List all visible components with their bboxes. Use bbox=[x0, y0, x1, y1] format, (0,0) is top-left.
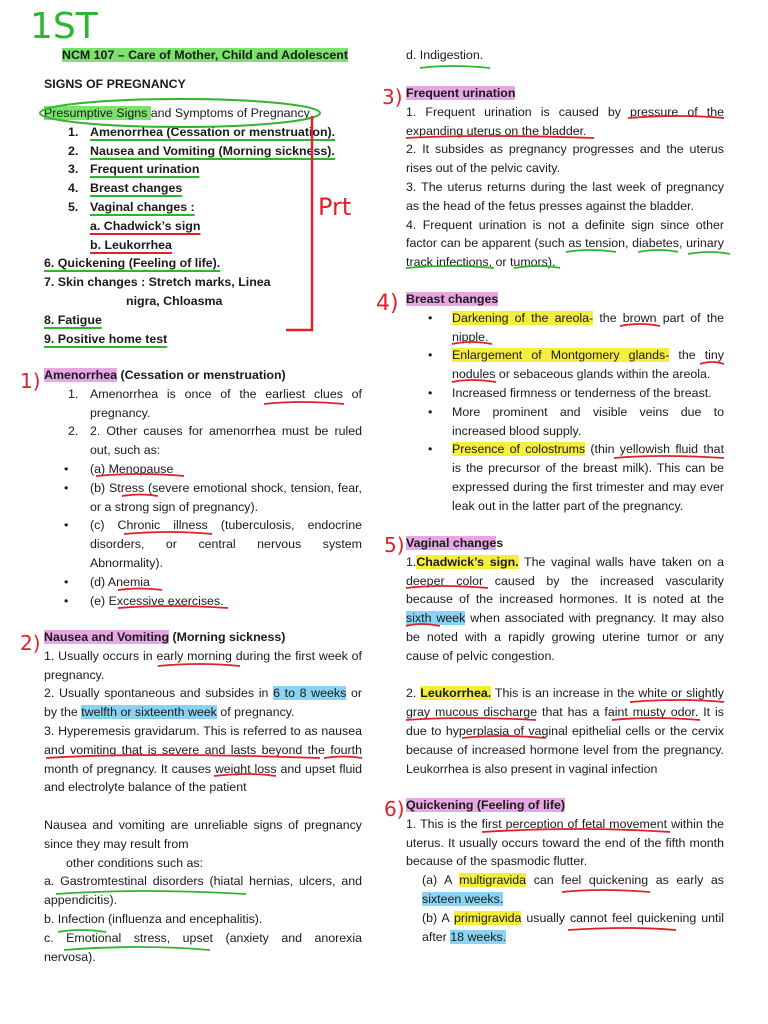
breast-change-item: • Enlargement of Montgomery glands- the tiny nodules or sebaceous glands within the areola. bbox=[406, 346, 724, 384]
amenorrhea-cause: • (d) Anemia bbox=[44, 573, 362, 592]
margin-note-1: 1) bbox=[20, 369, 41, 393]
frequent-urination-section bbox=[406, 84, 724, 272]
nausea-unreliable bbox=[44, 816, 362, 966]
vaginal-changes-section bbox=[406, 534, 724, 778]
course-title: NCM 107 – Care of Mother, Child and Adolescent bbox=[62, 48, 348, 62]
vc-point-1: 1.Chadwick’s sign. The vaginal walls have taken on a deeper color caused by the increased vascularity because of the increased hormones. It is noted at the sixth week when associated with pregnancy. It may also be noted with a rapidly growing uterine tumor or any cause of pelvic congestion. bbox=[406, 554, 724, 663]
margin-note-6: 6) bbox=[384, 797, 405, 821]
breast-change-item: • More prominent and visible veins due to increased blood supply. bbox=[406, 403, 724, 441]
presumptive-signs-label: Presumptive Signs bbox=[44, 106, 151, 120]
other-condition-b: b. Infection (influenza and encephalitis). bbox=[44, 911, 263, 926]
list-item: 7. Skin changes : Stretch marks, Linea bbox=[44, 275, 271, 290]
margin-note-1st: 1ST bbox=[30, 6, 98, 47]
list-item: 3. Frequent urination bbox=[68, 162, 200, 177]
section-title-block bbox=[44, 75, 362, 94]
other-condition-c: c. Emotional stress, upset (anxiety and anorexia nervosa). bbox=[44, 930, 362, 964]
unreliable-text-cont: other conditions such as: bbox=[66, 855, 204, 870]
fu-point-3: 3. The uterus returns during the last week of pregnancy as the head of the fetus presses against the bladder. bbox=[406, 179, 724, 213]
margin-note-2: 2) bbox=[20, 631, 41, 655]
amenorrhea-point-1: 1. Amenorrhea is once of the earliest clues of pregnancy. bbox=[68, 386, 362, 420]
list-item: 4. Breast changes bbox=[68, 181, 183, 196]
list-subitem: b. Leukorrhea bbox=[90, 237, 172, 252]
breast-change-item: • Darkening of the areola- the brown part of the nipple. bbox=[406, 309, 724, 347]
margin-note-prt: Prt bbox=[318, 193, 352, 221]
breast-change-item: • Presence of colostrums (thin yellowish fluid that is the precursor of the breast milk). This can be expressed during the first trimester and may ever leak out in the latter part of the pregnancy. bbox=[406, 440, 724, 515]
margin-note-3: 3) bbox=[382, 85, 403, 109]
amenorrhea-cause: • (e) Excessive exercises. bbox=[44, 592, 362, 611]
amenorrhea-cause: • (c) Chronic illness (tuberculosis, endocrine disorders, or central nervous system Abnormality). bbox=[44, 516, 362, 572]
quickening-section bbox=[406, 796, 724, 946]
quickening-multigravida: (a) A multigravida can feel quickening as early as sixteen weeks. bbox=[422, 873, 724, 906]
list-subitem: a. Chadwick’s sign bbox=[90, 218, 201, 233]
amenorrhea-cause: • (b) Stress (severe emotional shock, tension, fear, or a strong sign of pregnancy). bbox=[44, 479, 362, 517]
breast-changes-section bbox=[406, 290, 724, 516]
amenorrhea-heading: Amenorrhea (Cessation or menstruation) bbox=[44, 368, 286, 382]
other-condition-a: a. Gastromtestinal disorders (hiatal hernias, ulcers, and appendicitis). bbox=[44, 874, 362, 908]
margin-note-5: 5) bbox=[384, 533, 405, 557]
unreliable-text: Nausea and vomiting are unreliable signs of pregnancy since they may result from bbox=[44, 818, 362, 851]
list-item: 9. Positive home test bbox=[44, 331, 168, 346]
list-item-continuation: nigra, Chloasma bbox=[126, 293, 223, 308]
indigestion-block bbox=[406, 46, 724, 65]
fu-point-1: 1. Frequent urination is caused by pressure of the expanding uterus on the bladder. bbox=[406, 104, 724, 138]
list-item: 5. Vaginal changes : bbox=[68, 199, 195, 214]
presumptive-heading bbox=[44, 104, 362, 123]
nausea-point-1: 1. Usually occurs in early morning during the first week of pregnancy. bbox=[44, 648, 362, 682]
list-item: 1. Amenorrhea (Cessation or menstruation). bbox=[68, 124, 336, 139]
amenorrhea-cause: • (a) Menopause bbox=[44, 460, 362, 479]
quickening-point-1: 1. This is the first perception of fetal movement within the uterus. It usually occurs toward the end of the fifth month because of the spasmodic flutter. bbox=[406, 816, 724, 869]
vc-point-2: 2. Leukorrhea. This is an increase in the white or slightly gray mucous discharge that has a faint musty odor. It is due to hyperplasia of vaginal epithelial cells or the cervix because of increased hormone level from the pregnancy. Leukorrhea is also present in vaginal infection bbox=[406, 686, 724, 776]
nausea-point-3: 3. Hyperemesis gravidarum. This is referred to as nausea and vomiting that is severe and lasts beyond the fourth month of pregnancy. It causes weight loss and upset fluid and electrolyte balance of the patient bbox=[44, 723, 362, 795]
presumptive-rest-label: and Symptoms of Pregnancy bbox=[150, 106, 310, 120]
vaginal-changes-heading: Vaginal changes bbox=[406, 536, 504, 550]
list-item: 2. Nausea and Vomiting (Morning sickness). bbox=[68, 143, 335, 158]
breast-changes-heading: Breast changes bbox=[406, 292, 499, 306]
nausea-heading: Nausea and Vomiting (Morning sickness) bbox=[44, 630, 286, 644]
quickening-primigravida: (b) A primigravida usually cannot feel quickening until after 18 weeks. bbox=[422, 910, 724, 944]
amenorrhea-section bbox=[44, 366, 362, 610]
list-item: 8. Fatigue bbox=[44, 312, 102, 327]
nausea-point-2: 2. Usually spontaneous and subsides in 6 to 8 weeks or by the twelfth or sixteenth week of pregnancy. bbox=[44, 686, 362, 720]
indigestion-item: d. Indigestion. bbox=[406, 48, 484, 62]
amenorrhea-point-2: 2. 2. Other causes for amenorrhea must be ruled out, such as: bbox=[68, 424, 362, 458]
fu-point-4: 4. Frequent urination is not a definite sign since other factor can be apparent (such as tension, diabetes, urinary track infections, or tumors). bbox=[406, 217, 724, 270]
nausea-section bbox=[44, 628, 362, 797]
fu-point-2: 2. It subsides as pregnancy progresses and the uterus rises out of the pelvic cavity. bbox=[406, 142, 724, 176]
breast-change-item: • Increased firmness or tenderness of the breast. bbox=[406, 384, 724, 403]
section-title: SIGNS OF PREGNANCY bbox=[44, 77, 186, 91]
quickening-heading: Quickening (Feeling of life) bbox=[406, 798, 566, 812]
presumptive-list bbox=[44, 104, 362, 348]
margin-note-4: 4) bbox=[376, 291, 399, 316]
course-title-block bbox=[44, 46, 362, 65]
frequent-urination-heading: Frequent urination bbox=[406, 86, 516, 100]
list-item: 6. Quickening (Feeling of life). bbox=[44, 256, 221, 271]
